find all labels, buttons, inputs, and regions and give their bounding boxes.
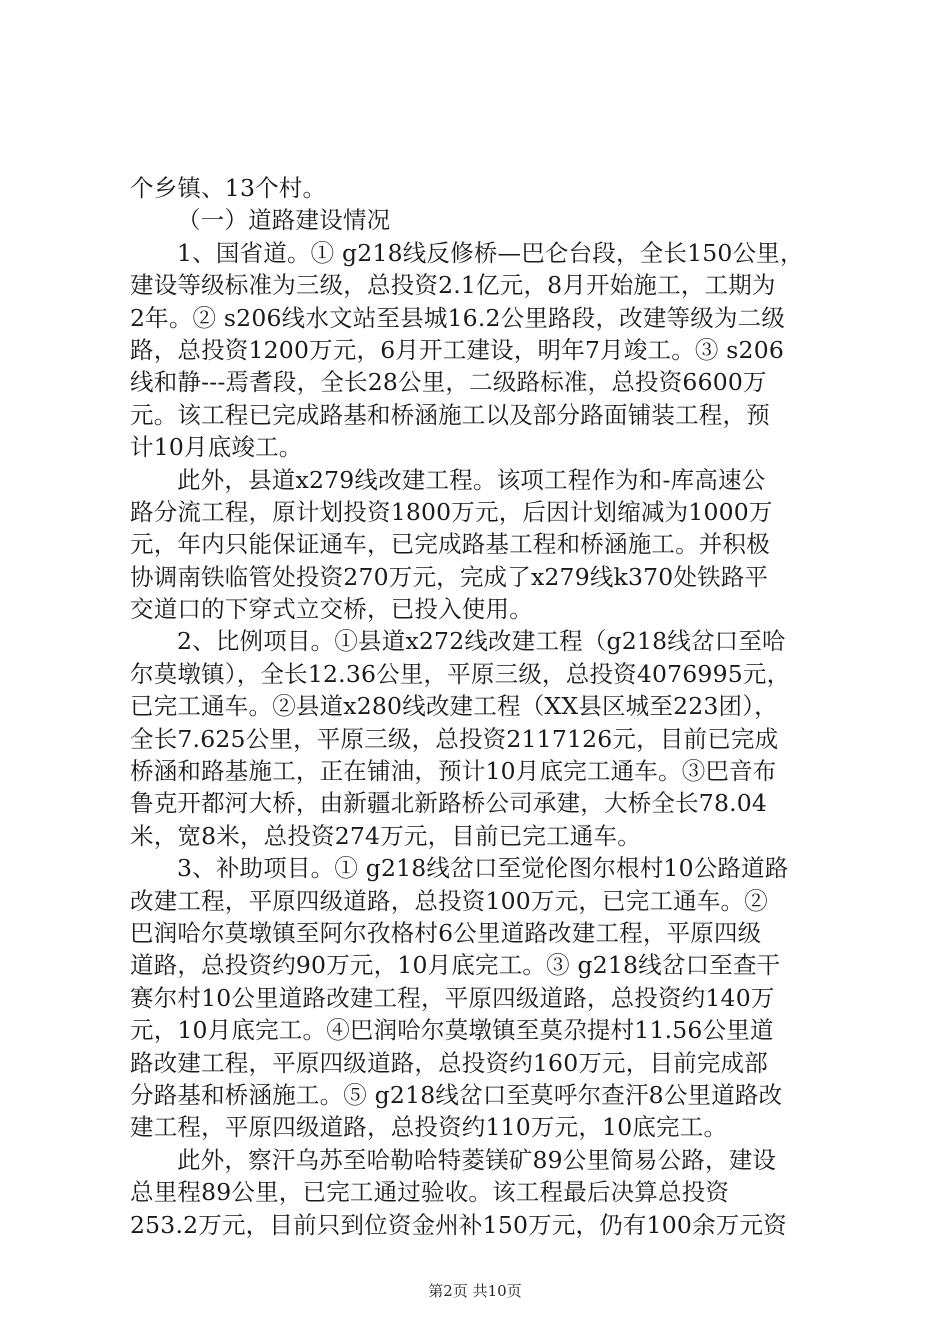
text-line: 道路，总投资约90万元，10月底完工。③ g218线岔口至查干 [130,951,781,980]
text-line: 路，总投资1200万元，6月开工建设，明年7月竣工。③ s206 [130,335,784,364]
text-line: 3、补助项目。① g218线岔口至觉伦图尔根村10公路道路 [177,854,789,883]
text-line: 此外，县道x279线改建工程。该项工程作为和-库高速公 [177,465,766,494]
text-line: 路分流工程，原计划投资1800万元，后因计划缩减为1000万 [130,497,773,526]
text-line: 交道口的下穿式立交桥，已投入使用。 [130,595,533,624]
text-line: 鲁克开都河大桥，由新疆北新路桥公司承建，大桥全长78.04 [130,789,768,818]
text-line: 线和静---焉耆段，全长28公里，二级路标准，总投资6600万 [130,368,767,397]
text-line: 元。该工程已完成路基和桥涵施工以及部分路面铺装工程，预 [130,400,770,429]
text-line: 米，宽8米，总投资274万元，目前已完工通车。 [130,821,641,850]
text-line: 改建工程，平原四级道路，总投资100万元，已完工通车。② [130,886,768,915]
text-line: 协调南铁临管处投资270万元，完成了x279线k370处铁路平 [130,562,769,591]
text-line: 1、国省道。① g218线反修桥—巴仑台段，全长150公里， [177,238,804,267]
text-line: 桥涵和路基施工，正在铺油，预计10月底完工通车。③巴音布 [130,757,777,786]
text-line: 路改建工程，平原四级道路，总投资约160万元，目前完成部 [130,1048,768,1077]
section-heading: （一）道路建设情况 [177,206,391,235]
text-line: 赛尔村10公里道路改建工程，平原四级道路，总投资约140万 [130,983,775,1012]
text-line: 2年。② s206线水文站至县城16.2公里路段，改建等级为二级 [130,303,786,332]
text-line: 元，10月底完工。④巴润哈尔莫墩镇至莫尕提村11.56公里道 [130,1016,774,1045]
page-number-footer: 第2页 共10页 [428,1282,522,1300]
text-line: 分路基和桥涵施工。⑤ g218线岔口至莫呼尔查汗8公里道路改 [130,1080,783,1109]
text-line: 2、比例项目。①县道x272线改建工程（g218线岔口至哈 [177,627,786,656]
text-line: 尔莫墩镇），全长12.36公里，平原三级，总投资4076995元， [130,659,791,688]
text-line: 巴润哈尔莫墩镇至阿尔孜格村6公里道路改建工程，平原四级 [130,918,762,947]
text-line: 总里程89公里，已完工通过验收。该工程最后决算总投资 [130,1178,730,1207]
text-line: 253.2万元，目前只到位资金州补150万元，仍有100余万元资 [130,1210,787,1239]
text-line: 此外，察汗乌苏至哈勒哈特菱镁矿89公里简易公路，建设 [177,1145,777,1174]
text-line: 全长7.625公里，平原三级，总投资2117126元，目前已完成 [130,724,779,753]
text-line: 计10月底竣工。 [130,433,303,462]
text-line: 元，年内只能保证通车，已完成路基工程和桥涵施工。并积极 [130,530,770,559]
text-line: 已完工通车。②县道x280线改建工程（XX县区城至223团）， [130,692,778,721]
document-body [130,172,830,1241]
text-line: 建工程，平原四级道路，总投资约110万元，10底完工。 [130,1113,728,1142]
text-line: 个乡镇、13个村。 [130,174,327,202]
text-line: 建设等级标准为三级，总投资2.1亿元，8月开始施工，工期为 [130,271,776,300]
